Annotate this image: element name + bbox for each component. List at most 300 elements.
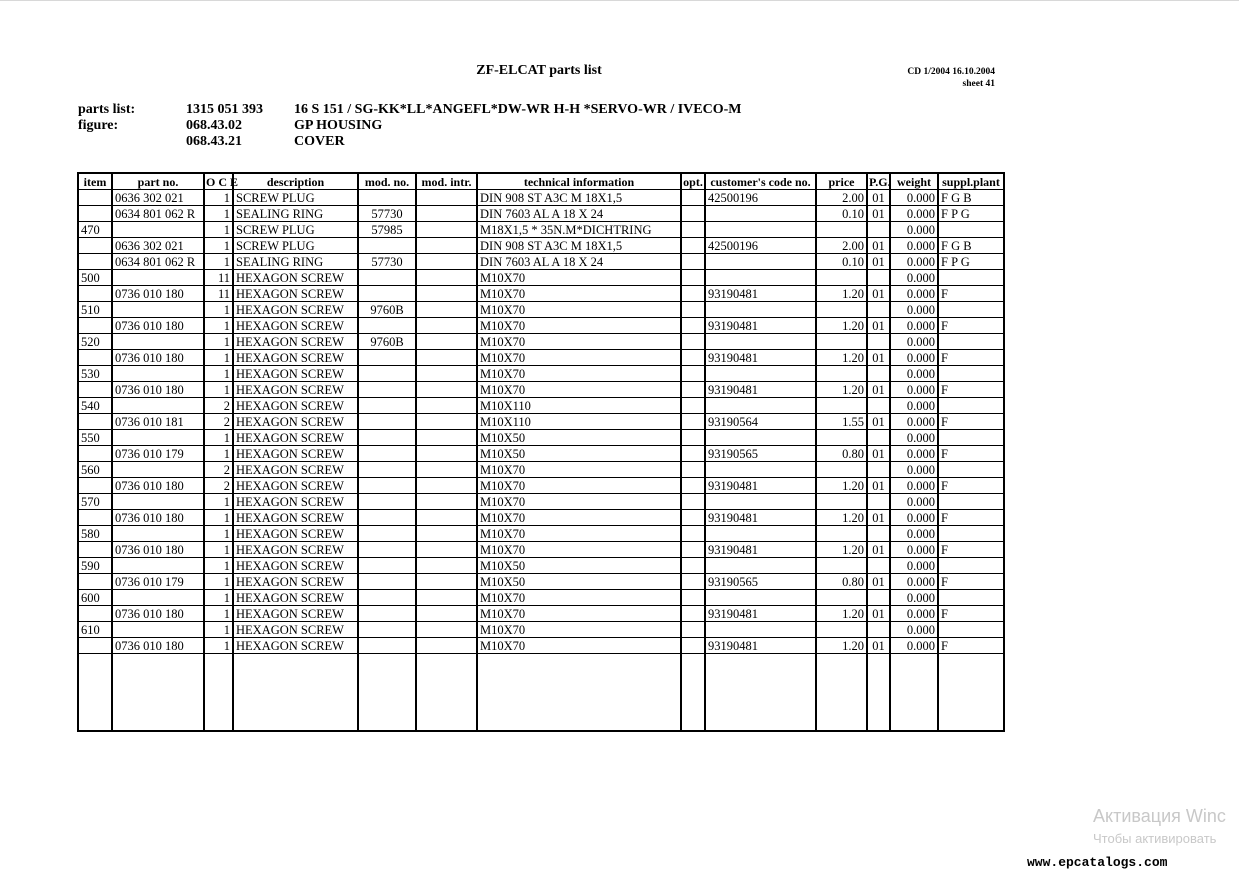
- weight-cell: 0.000: [890, 574, 938, 590]
- opt-cell: [681, 254, 705, 270]
- opt-cell: [681, 238, 705, 254]
- cd-info: CD 1/2004 16.10.2004: [907, 67, 995, 77]
- description-cell: HEXAGON SCREW: [233, 286, 358, 302]
- opt-cell: [681, 478, 705, 494]
- price-cell: 0.80: [816, 574, 867, 590]
- part-no-cell: 0634 801 062 R: [112, 254, 204, 270]
- item-cell: [78, 414, 112, 430]
- part-no-cell: [112, 622, 204, 638]
- item-cell: [78, 318, 112, 334]
- mod-intr-cell: [416, 190, 477, 206]
- weight-cell: 0.000: [890, 222, 938, 238]
- oce-cell: 11: [204, 286, 233, 302]
- table-row: [78, 398, 1004, 414]
- pg-cell: 01: [867, 478, 890, 494]
- opt-cell: [681, 382, 705, 398]
- table-row: [78, 542, 1004, 558]
- mod-no-cell: [358, 350, 416, 366]
- mod-intr-cell: [416, 366, 477, 382]
- mod-intr-cell: [416, 238, 477, 254]
- mod-intr-cell: [416, 382, 477, 398]
- pg-cell: 01: [867, 254, 890, 270]
- pg-cell: [867, 622, 890, 638]
- item-cell: [78, 190, 112, 206]
- mod-no-cell: [358, 238, 416, 254]
- technical-info-cell: M10X70: [477, 510, 681, 526]
- pg-cell: [867, 222, 890, 238]
- oce-cell: 2: [204, 478, 233, 494]
- mod-no-cell: [358, 494, 416, 510]
- customer-code-cell: [705, 222, 816, 238]
- oce-cell: 1: [204, 494, 233, 510]
- description-cell: HEXAGON SCREW: [233, 430, 358, 446]
- opt-cell: [681, 206, 705, 222]
- table-row: [78, 574, 1004, 590]
- description-cell: HEXAGON SCREW: [233, 606, 358, 622]
- customer-code-cell: 93190565: [705, 574, 816, 590]
- part-no-cell: [112, 430, 204, 446]
- mod-intr-cell: [416, 318, 477, 334]
- table-row: [78, 558, 1004, 574]
- customer-code-cell: [705, 622, 816, 638]
- customer-code-cell: 93190481: [705, 638, 816, 654]
- opt-cell: [681, 366, 705, 382]
- table-row: [78, 478, 1004, 494]
- item-cell: 550: [78, 430, 112, 446]
- weight-cell: 0.000: [890, 206, 938, 222]
- mod-no-cell: [358, 638, 416, 654]
- weight-cell: 0.000: [890, 446, 938, 462]
- empty-cell: [416, 654, 477, 732]
- mod-no-cell: 57985: [358, 222, 416, 238]
- suppl-plant-cell: [938, 222, 1004, 238]
- price-cell: [816, 590, 867, 606]
- suppl-plant-cell: F: [938, 286, 1004, 302]
- customer-code-cell: 93190481: [705, 318, 816, 334]
- opt-cell: [681, 190, 705, 206]
- oce-cell: 1: [204, 366, 233, 382]
- description-cell: SEALING RING: [233, 254, 358, 270]
- figure-description-2: COVER: [294, 134, 345, 149]
- weight-cell: 0.000: [890, 638, 938, 654]
- table-row: [78, 526, 1004, 542]
- weight-cell: 0.000: [890, 350, 938, 366]
- customer-code-cell: 93190481: [705, 542, 816, 558]
- description-cell: HEXAGON SCREW: [233, 366, 358, 382]
- mod-intr-cell: [416, 590, 477, 606]
- price-cell: 2.00: [816, 190, 867, 206]
- suppl-plant-cell: F: [938, 510, 1004, 526]
- table-row: [78, 590, 1004, 606]
- table-row: [78, 254, 1004, 270]
- price-cell: 1.55: [816, 414, 867, 430]
- weight-cell: 0.000: [890, 622, 938, 638]
- price-cell: 1.20: [816, 382, 867, 398]
- mod-no-cell: [358, 542, 416, 558]
- oce-cell: 1: [204, 606, 233, 622]
- weight-cell: 0.000: [890, 302, 938, 318]
- weight-cell: 0.000: [890, 558, 938, 574]
- site-url: www.epcatalogs.com: [1027, 855, 1168, 870]
- technical-info-cell: M10X70: [477, 478, 681, 494]
- technical-info-cell: M10X50: [477, 446, 681, 462]
- figure-description: GP HOUSING: [294, 118, 383, 133]
- mod-intr-cell: [416, 542, 477, 558]
- suppl-plant-cell: [938, 526, 1004, 542]
- mod-no-cell: [358, 558, 416, 574]
- oce-cell: 1: [204, 622, 233, 638]
- description-cell: HEXAGON SCREW: [233, 382, 358, 398]
- pg-cell: 01: [867, 238, 890, 254]
- part-no-cell: 0736 010 180: [112, 286, 204, 302]
- mod-intr-cell: [416, 302, 477, 318]
- oce-cell: 1: [204, 558, 233, 574]
- weight-cell: 0.000: [890, 286, 938, 302]
- technical-info-cell: M10X70: [477, 606, 681, 622]
- technical-info-cell: M10X110: [477, 414, 681, 430]
- customer-code-cell: [705, 526, 816, 542]
- price-cell: [816, 302, 867, 318]
- item-cell: 500: [78, 270, 112, 286]
- mod-intr-cell: [416, 606, 477, 622]
- price-cell: 0.80: [816, 446, 867, 462]
- part-no-cell: 0636 302 021: [112, 190, 204, 206]
- customer-code-cell: 42500196: [705, 190, 816, 206]
- pg-cell: [867, 494, 890, 510]
- description-cell: HEXAGON SCREW: [233, 446, 358, 462]
- oce-cell: 2: [204, 398, 233, 414]
- oce-cell: 1: [204, 574, 233, 590]
- col-header-description: description: [233, 173, 358, 190]
- weight-cell: 0.000: [890, 606, 938, 622]
- opt-cell: [681, 510, 705, 526]
- pg-cell: 01: [867, 606, 890, 622]
- empty-cell: [233, 654, 358, 732]
- mod-intr-cell: [416, 398, 477, 414]
- table-row: [78, 622, 1004, 638]
- description-cell: HEXAGON SCREW: [233, 494, 358, 510]
- technical-info-cell: DIN 7603 AL A 18 X 24: [477, 206, 681, 222]
- oce-cell: 1: [204, 590, 233, 606]
- pg-cell: [867, 526, 890, 542]
- price-cell: 1.20: [816, 510, 867, 526]
- part-no-cell: [112, 366, 204, 382]
- pg-cell: 01: [867, 510, 890, 526]
- empty-cell: [112, 654, 204, 732]
- mod-no-cell: 9760B: [358, 334, 416, 350]
- part-no-cell: 0736 010 180: [112, 318, 204, 334]
- table-row: [78, 494, 1004, 510]
- mod-intr-cell: [416, 206, 477, 222]
- mod-intr-cell: [416, 254, 477, 270]
- mod-intr-cell: [416, 430, 477, 446]
- oce-cell: 1: [204, 334, 233, 350]
- price-cell: 1.20: [816, 638, 867, 654]
- suppl-plant-cell: [938, 494, 1004, 510]
- parts-list-description: 16 S 151 / SG-KK*LL*ANGEFL*DW-WR H-H *SERVO-WR / IVECO-M: [294, 102, 742, 117]
- description-cell: HEXAGON SCREW: [233, 510, 358, 526]
- cd-info-block: [907, 66, 995, 90]
- price-cell: [816, 398, 867, 414]
- mod-no-cell: [358, 462, 416, 478]
- weight-cell: 0.000: [890, 526, 938, 542]
- technical-info-cell: M18X1,5 * 35N.M*DICHTRING: [477, 222, 681, 238]
- col-header-technical-information: technical information: [477, 173, 681, 190]
- customer-code-cell: 93190481: [705, 382, 816, 398]
- price-cell: 1.20: [816, 350, 867, 366]
- item-cell: 470: [78, 222, 112, 238]
- weight-cell: 0.000: [890, 494, 938, 510]
- suppl-plant-cell: F: [938, 414, 1004, 430]
- oce-cell: 1: [204, 430, 233, 446]
- empty-cell: [890, 654, 938, 732]
- part-no-cell: 0736 010 180: [112, 350, 204, 366]
- col-header-suppl-plant: suppl.plant: [938, 173, 1004, 190]
- mod-intr-cell: [416, 222, 477, 238]
- oce-cell: 1: [204, 238, 233, 254]
- oce-cell: 1: [204, 446, 233, 462]
- opt-cell: [681, 542, 705, 558]
- technical-info-cell: M10X70: [477, 350, 681, 366]
- price-cell: [816, 222, 867, 238]
- description-cell: HEXAGON SCREW: [233, 574, 358, 590]
- pg-cell: [867, 334, 890, 350]
- mod-no-cell: [358, 446, 416, 462]
- pg-cell: 01: [867, 414, 890, 430]
- item-cell: [78, 446, 112, 462]
- pg-cell: [867, 302, 890, 318]
- pg-cell: 01: [867, 574, 890, 590]
- sheet-number: sheet 41: [962, 79, 995, 89]
- suppl-plant-cell: F: [938, 478, 1004, 494]
- item-cell: 600: [78, 590, 112, 606]
- customer-code-cell: 93190481: [705, 606, 816, 622]
- mod-intr-cell: [416, 462, 477, 478]
- customer-code-cell: [705, 254, 816, 270]
- mod-no-cell: [358, 398, 416, 414]
- weight-cell: 0.000: [890, 462, 938, 478]
- customer-code-cell: 93190564: [705, 414, 816, 430]
- customer-code-cell: [705, 206, 816, 222]
- price-cell: [816, 462, 867, 478]
- part-no-cell: [112, 494, 204, 510]
- parts-list-label: parts list:: [78, 102, 136, 117]
- item-cell: [78, 238, 112, 254]
- technical-info-cell: M10X50: [477, 430, 681, 446]
- table-row: [78, 606, 1004, 622]
- technical-info-cell: M10X70: [477, 622, 681, 638]
- suppl-plant-cell: F: [938, 574, 1004, 590]
- item-cell: 540: [78, 398, 112, 414]
- pg-cell: 01: [867, 638, 890, 654]
- opt-cell: [681, 302, 705, 318]
- mod-intr-cell: [416, 558, 477, 574]
- part-no-cell: 0736 010 180: [112, 542, 204, 558]
- mod-no-cell: [358, 606, 416, 622]
- weight-cell: 0.000: [890, 318, 938, 334]
- suppl-plant-cell: F: [938, 542, 1004, 558]
- description-cell: SEALING RING: [233, 206, 358, 222]
- opt-cell: [681, 638, 705, 654]
- technical-info-cell: M10X70: [477, 542, 681, 558]
- weight-cell: 0.000: [890, 270, 938, 286]
- mod-no-cell: [358, 478, 416, 494]
- opt-cell: [681, 318, 705, 334]
- suppl-plant-cell: F P G: [938, 254, 1004, 270]
- description-cell: HEXAGON SCREW: [233, 590, 358, 606]
- customer-code-cell: [705, 558, 816, 574]
- opt-cell: [681, 462, 705, 478]
- part-no-cell: [112, 222, 204, 238]
- customer-code-cell: 42500196: [705, 238, 816, 254]
- description-cell: HEXAGON SCREW: [233, 318, 358, 334]
- opt-cell: [681, 622, 705, 638]
- oce-cell: 1: [204, 318, 233, 334]
- oce-cell: 1: [204, 638, 233, 654]
- part-no-cell: 0736 010 179: [112, 574, 204, 590]
- part-no-cell: 0736 010 180: [112, 638, 204, 654]
- table-row: [78, 446, 1004, 462]
- opt-cell: [681, 590, 705, 606]
- item-cell: 610: [78, 622, 112, 638]
- suppl-plant-cell: F G B: [938, 238, 1004, 254]
- part-no-cell: [112, 302, 204, 318]
- item-cell: 510: [78, 302, 112, 318]
- col-header-mod-intr: mod. intr.: [416, 173, 477, 190]
- table-row: [78, 510, 1004, 526]
- price-cell: [816, 526, 867, 542]
- customer-code-cell: [705, 398, 816, 414]
- windows-activation-watermark: Активация Winc: [1093, 806, 1226, 826]
- suppl-plant-cell: [938, 462, 1004, 478]
- mod-intr-cell: [416, 494, 477, 510]
- price-cell: [816, 430, 867, 446]
- opt-cell: [681, 526, 705, 542]
- mod-no-cell: [358, 574, 416, 590]
- price-cell: [816, 334, 867, 350]
- item-cell: [78, 286, 112, 302]
- empty-cell: [78, 654, 112, 732]
- technical-info-cell: M10X70: [477, 590, 681, 606]
- parts-table: [77, 172, 1005, 732]
- col-header-item: item: [78, 173, 112, 190]
- weight-cell: 0.000: [890, 334, 938, 350]
- technical-info-cell: M10X110: [477, 398, 681, 414]
- mod-no-cell: [358, 590, 416, 606]
- mod-intr-cell: [416, 638, 477, 654]
- weight-cell: 0.000: [890, 542, 938, 558]
- mod-no-cell: 57730: [358, 206, 416, 222]
- figure-label: figure:: [78, 118, 119, 133]
- customer-code-cell: [705, 590, 816, 606]
- technical-info-cell: M10X70: [477, 318, 681, 334]
- weight-cell: 0.000: [890, 478, 938, 494]
- mod-no-cell: 57730: [358, 254, 416, 270]
- mod-intr-cell: [416, 478, 477, 494]
- item-cell: [78, 542, 112, 558]
- oce-cell: 1: [204, 526, 233, 542]
- suppl-plant-cell: F P G: [938, 206, 1004, 222]
- weight-cell: 0.000: [890, 430, 938, 446]
- customer-code-cell: [705, 462, 816, 478]
- suppl-plant-cell: F: [938, 638, 1004, 654]
- oce-cell: 1: [204, 350, 233, 366]
- table-row: [78, 190, 1004, 206]
- customer-code-cell: [705, 270, 816, 286]
- technical-info-cell: M10X70: [477, 366, 681, 382]
- technical-info-cell: M10X70: [477, 462, 681, 478]
- part-no-cell: 0736 010 181: [112, 414, 204, 430]
- empty-cell: [938, 654, 1004, 732]
- customer-code-cell: 93190481: [705, 350, 816, 366]
- mod-no-cell: [358, 366, 416, 382]
- weight-cell: 0.000: [890, 590, 938, 606]
- suppl-plant-cell: [938, 398, 1004, 414]
- col-header-oce: O C E: [206, 174, 239, 189]
- table-row: [78, 318, 1004, 334]
- item-cell: 520: [78, 334, 112, 350]
- windows-activation-watermark-subtext: Чтобы активировать: [1093, 831, 1217, 846]
- part-no-cell: 0636 302 021: [112, 238, 204, 254]
- weight-cell: 0.000: [890, 398, 938, 414]
- description-cell: HEXAGON SCREW: [233, 350, 358, 366]
- description-cell: HEXAGON SCREW: [233, 526, 358, 542]
- part-no-cell: [112, 462, 204, 478]
- empty-cell: [477, 654, 681, 732]
- mod-no-cell: [358, 318, 416, 334]
- col-header-pg: P.G.: [869, 174, 891, 189]
- technical-info-cell: M10X70: [477, 526, 681, 542]
- mod-no-cell: [358, 190, 416, 206]
- description-cell: HEXAGON SCREW: [233, 638, 358, 654]
- part-no-cell: [112, 270, 204, 286]
- pg-cell: [867, 590, 890, 606]
- suppl-plant-cell: F: [938, 350, 1004, 366]
- technical-info-cell: M10X70: [477, 382, 681, 398]
- oce-cell: 1: [204, 190, 233, 206]
- table-header-row: [78, 173, 1004, 190]
- parts-list-number: 1315 051 393: [186, 102, 263, 117]
- table-row: [78, 222, 1004, 238]
- empty-cell: [867, 654, 890, 732]
- item-cell: 530: [78, 366, 112, 382]
- part-no-cell: [112, 526, 204, 542]
- item-cell: 590: [78, 558, 112, 574]
- price-cell: 1.20: [816, 542, 867, 558]
- mod-no-cell: [358, 270, 416, 286]
- customer-code-cell: [705, 334, 816, 350]
- suppl-plant-cell: [938, 302, 1004, 318]
- oce-cell: 1: [204, 382, 233, 398]
- pg-cell: 01: [867, 190, 890, 206]
- opt-cell: [681, 398, 705, 414]
- figure-number-2: 068.43.21: [186, 134, 242, 149]
- mod-no-cell: [358, 510, 416, 526]
- pg-cell: 01: [867, 286, 890, 302]
- mod-no-cell: [358, 286, 416, 302]
- item-cell: [78, 574, 112, 590]
- price-cell: 0.10: [816, 254, 867, 270]
- opt-cell: [681, 222, 705, 238]
- part-no-cell: 0736 010 180: [112, 382, 204, 398]
- mod-intr-cell: [416, 286, 477, 302]
- mod-no-cell: 9760B: [358, 302, 416, 318]
- mod-intr-cell: [416, 510, 477, 526]
- pg-cell: [867, 462, 890, 478]
- empty-cell: [705, 654, 816, 732]
- opt-cell: [681, 286, 705, 302]
- description-cell: SCREW PLUG: [233, 238, 358, 254]
